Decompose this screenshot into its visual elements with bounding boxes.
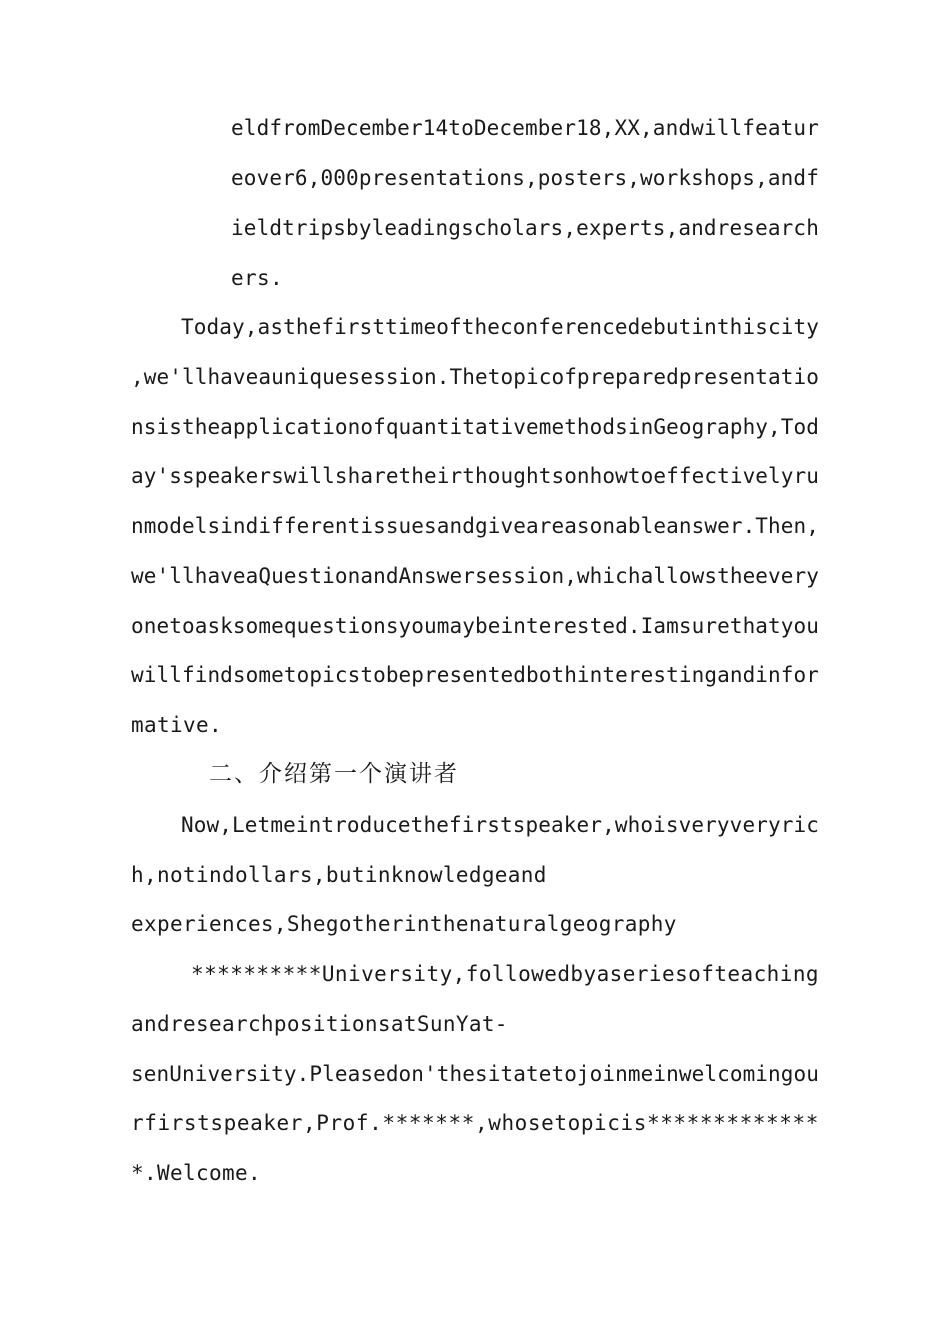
text-line: we'llhaveaQuestionandAnswersession,whichallowstheevery — [131, 564, 820, 588]
text-line: rfirstspeaker,Prof.*******,whosetopicis************* — [131, 1111, 819, 1135]
text-line: ers. — [231, 266, 283, 290]
text-line: Now,Letmeintroducethefirstspeaker,whoisveryveryric — [181, 813, 820, 837]
text-line: mative. — [131, 713, 222, 737]
text-line: onetoasksomequestionsyoumaybeinterested.Iamsurethatyou — [131, 614, 820, 638]
text-line: willfindsometopicstobepresentedbothinterestingandinfor — [131, 663, 820, 687]
text-line: eover6,000presentations,posters,workshops,andf — [231, 166, 819, 190]
text-line: **********University,followedbyaseriesofteaching — [191, 962, 819, 986]
text-line: ieldtripsbyleadingscholars,experts,andresearch — [231, 216, 819, 240]
text-line: senUniversity.Pleasedon'thesitatetojoinmeinwelcomingou — [131, 1062, 820, 1086]
text-line: Today,asthefirsttimeoftheconferencedebutinthiscity — [181, 315, 820, 339]
section-heading: 二、介绍第一个演讲者 — [209, 761, 459, 787]
text-line: h,notindollars,butinknowledgeand — [131, 863, 547, 887]
text-line: *.Welcome. — [131, 1161, 261, 1185]
text-line: ay'sspeakerswillsharetheirthoughtsonhowtoeffectivelyru — [131, 464, 820, 488]
text-line: eldfromDecember14toDecember18,XX,andwillfeatur — [231, 116, 819, 140]
text-line: ,we'llhaveauniquesession.Thetopicofpreparedpresentatio — [131, 365, 820, 389]
text-line: andresearchpositionsatSunYat- — [131, 1012, 508, 1036]
text-line: experiences,Shegotherinthenaturalgeography — [131, 912, 677, 936]
text-line: nsistheapplicationofquantitativemethodsinGeography,Tod — [131, 415, 820, 439]
text-line: nmodelsindifferentissuesandgiveareasonableanswer.Then, — [131, 514, 820, 538]
